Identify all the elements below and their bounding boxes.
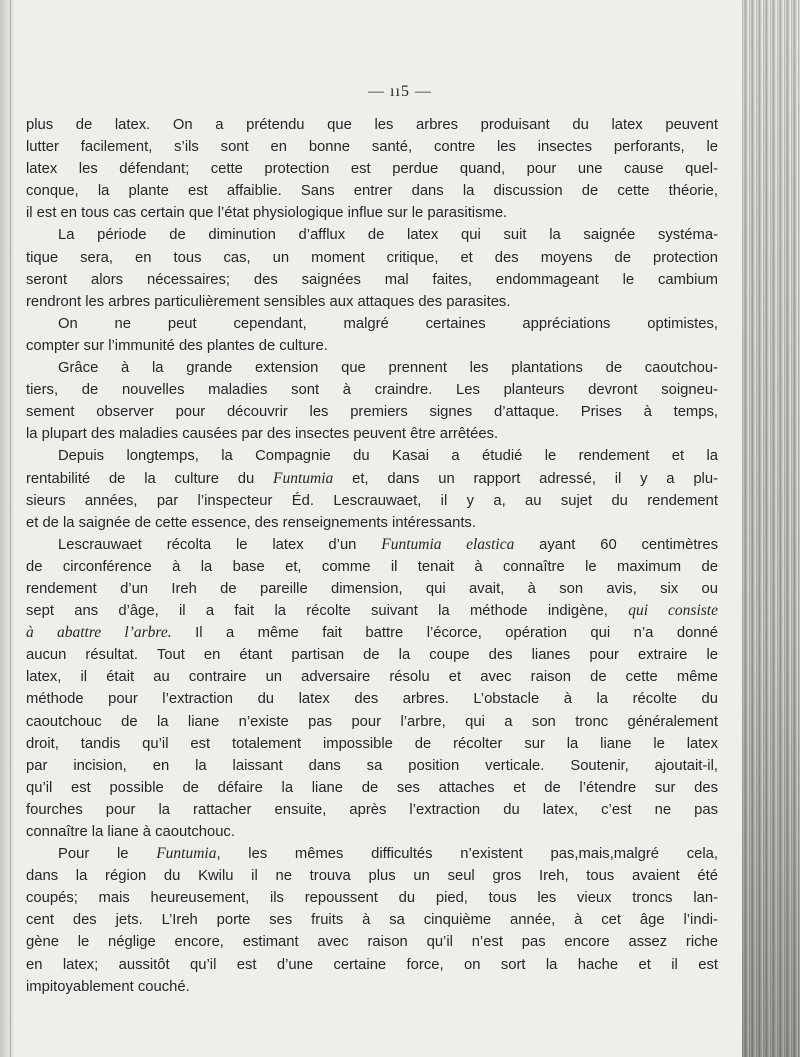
- text-line: latex les défendant; cette protection est perdue quand, pour une cause quel-: [26, 161, 718, 178]
- text-run: ayant 60 centimètres: [514, 536, 718, 553]
- text-run: Il a même fait battre l’écorce, opération qui n’a donné: [171, 625, 718, 642]
- text-line: rendront les arbres particulièrement sensibles aux attaques des parasites.: [26, 293, 511, 310]
- text-line: sieurs années, par l’inspecteur Éd. Lescrauwaet, il y a, au sujet du rendement: [26, 492, 718, 509]
- text-line: [26, 534, 718, 556]
- text-line: Depuis longtemps, la Compagnie du Kasai a étudié le rendement et la: [58, 448, 718, 465]
- text-line: gène le néglige encore, estimant avec raison qu’il n’est pas encore assez riche: [26, 934, 718, 951]
- text-line: cent des jets. L’Ireh porte ses fruits à sa cinquième année, à cet âge l’indi-: [26, 912, 718, 929]
- text-line: connaître la liane à caoutchouc.: [26, 824, 235, 840]
- text-run: sept ans d’âge, il a fait la récolte suivant la méthode indigène,: [26, 603, 629, 620]
- emphasis-text: qui consiste: [628, 602, 718, 620]
- text-line: rendement d’un Ireh de pareille dimension, qui avait, à son avis, six ou: [26, 580, 718, 597]
- text-line: [26, 468, 718, 490]
- page-left-edge: [0, 0, 14, 1057]
- text-line: de circonférence à la base et, comme il tenait à connaître le maximum de: [26, 558, 718, 575]
- text-line: fourches pour la rattacher ensuite, après l’extraction du latex, c’est ne pas: [26, 801, 718, 818]
- text-run: Pour le: [58, 846, 157, 863]
- text-line: impitoyablement couché.: [26, 978, 190, 995]
- text-line: seront alors nécessaires; des saignées mal faites, endommageant le cambium: [26, 271, 718, 288]
- text-line: et de la saignée de cette essence, des renseignements intéressants.: [26, 514, 476, 531]
- text-line: la plupart des maladies causées par des insectes peuvent être arrêtées.: [26, 426, 499, 443]
- text-run: et, dans un rapport adressé, il y a plu-: [333, 470, 719, 487]
- emphasis-text: à abattre l’arbre.: [26, 624, 172, 642]
- text-line: Grâce à la grande extension que prennent les plantations de caoutchou-: [58, 360, 718, 377]
- text-line: plus de latex. On a prétendu que les arbres produisant du latex peuvent: [26, 117, 718, 133]
- body-text: [26, 114, 718, 998]
- text-line: sement observer pour découvrir les premiers signes d’attaque. Prises à temps,: [26, 404, 718, 421]
- page-left-edge-line: [10, 0, 11, 1057]
- text-line: droit, tandis qu’il est totalement impossible de récolter sur la liane le latex: [26, 735, 718, 752]
- text-line: lutter facilement, s’ils sont en bonne santé, contre les insectes perforants, le: [26, 139, 718, 156]
- text-line: [26, 843, 718, 865]
- text-line: [26, 622, 718, 644]
- species-name: Funtumia elastica: [381, 535, 515, 553]
- text-line: tiers, de nouvelles maladies sont à craindre. Les planteurs devront soigneu-: [26, 382, 718, 399]
- text-line: par incision, en la laissant dans sa position verticale. Soutenir, ajoutait-il,: [26, 757, 718, 774]
- text-line: coupés; mais heureusement, ils repoussent du pied, tous les vieux troncs lan-: [26, 890, 718, 907]
- text-line: caoutchouc de la liane n’existe pas pour l’arbre, qui a son tronc généralement: [26, 713, 718, 730]
- text-line: méthode pour l’extraction du latex des arbres. L’obstacle à la récolte du: [26, 691, 718, 708]
- text-line: La période de diminution d’afflux de latex qui suit la saignée systéma-: [58, 227, 718, 244]
- species-name: Funtumia: [156, 845, 217, 863]
- text-line: tique sera, en tous cas, un moment critique, et des moyens de protection: [26, 249, 718, 266]
- text-line: conque, la plante est affaiblie. Sans entrer dans la discussion de cette théorie,: [26, 183, 718, 200]
- text-run: rentabilité de la culture du: [26, 470, 274, 487]
- text-run: Lescrauwaet récolta le latex d’un: [58, 536, 382, 553]
- species-name: Funtumia: [273, 469, 334, 487]
- text-line: compter sur l’immunité des plantes de culture.: [26, 337, 328, 354]
- text-line: On ne peut cependant, malgré certaines appréciations optimistes,: [58, 315, 718, 332]
- text-line: il est en tous cas certain que l’état physiologique influe sur le parasitisme.: [26, 205, 508, 222]
- text-line: latex, il était au contraire un adversaire résolu et avec raison de cette même: [26, 669, 718, 686]
- page-number-header: — ıı5 —: [368, 83, 432, 100]
- text-line: qu’il est possible de défaire la liane de ses attaches et de l’étendre sur des: [26, 779, 718, 796]
- text-line: en latex; aussitôt qu’il est d’une certaine force, on sort la hache et il est: [26, 956, 718, 973]
- text-line: aucun résultat. Tout en étant partisan de la coupe des lianes pour extraire le: [26, 647, 718, 664]
- text-line: [26, 600, 718, 622]
- text-line: dans la région du Kwilu il ne trouva plus un seul gros Ireh, tous avaient été: [26, 868, 718, 885]
- book-spine-shade: [742, 0, 800, 1057]
- text-run: , les mêmes difficultés n’existent pas,mais,malgré cela,: [216, 846, 719, 863]
